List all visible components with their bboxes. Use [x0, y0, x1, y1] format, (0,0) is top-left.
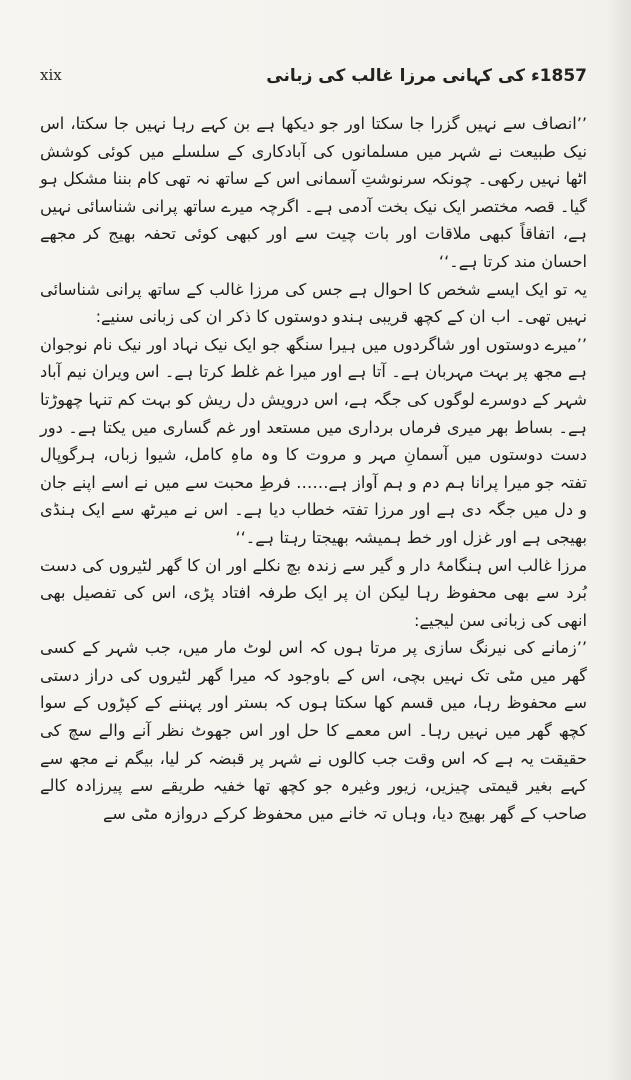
page-header	[40, 58, 587, 92]
body-text	[40, 110, 587, 827]
page-number: xix	[40, 66, 62, 84]
paragraph-5: ’’زمانے کی نیرنگ سازی پر مرتا ہوں کہ اس لوٹ مار میں، جب شہر کے کسی گھر میں مٹی تک نہیں بچی، اس کے باوجود کہ میرا گھر لٹیروں کی دراز دستی سے محفوظ رہا، میں قسم کھا سکتا ہوں کہ بستر اور پہننے کے کپڑوں کے سوا کچھ گھر میں نہیں رہا۔ اس معمے کا حل اور اس جھوٹ نظر آنے والے سچ کی حقیقت یہ ہے کہ اس وقت جب کالوں نے شہر پر قبضہ کر لیا، بیگم نے مجھ سے کہے بغیر قیمتی چیزیں، زیور وغیرہ جو کچھ تھا خفیہ طریقے سے پیرزادہ کالے صاحب کے گھر بھیج دیا، وہاں تہ خانے میں محفوظ کرکے دروازہ مٹی سے	[40, 638, 587, 823]
paragraph-1: ’’انصاف سے نہیں گزرا جا سکتا اور جو دیکھا ہے بن کہے رہا نہیں جا سکتا، اس نیک طبیعت نے شہر میں مسلمانوں کی آبادکاری کے سلسلے میں کوئی کوشش اٹھا نہیں رکھی۔ چونکہ سرنوشتِ آسمانی اس کے ساتھ نہ تھی کام بننا مشکل ہو گیا۔ قصہ مختصر ایک نیک بخت آدمی ہے۔ اگرچہ میرے ساتھ پرانی شناسائی نہیں ہے، اتفاقاً کبھی ملاقات اور بات چیت سے اور کبھی کوئی تحفہ بھیج کر مجھے احسان مند کرتا ہے۔‘‘	[40, 114, 587, 271]
paragraph-4: مرزا غالب اس ہنگامۂ دار و گیر سے زندہ بچ نکلے اور ان کا گھر لٹیروں کی دست بُرد سے بھی محفوظ رہا لیکن ان پر ایک طرفہ افتاد پڑی، اس کی تفصیل بھی انھی کی زبانی سن لیجیے:	[40, 555, 587, 630]
paragraph-2: یہ تو ایک ایسے شخص کا احوال ہے جس کی مرزا غالب کے ساتھ پرانی شناسائی نہیں تھی۔ اب ان کے کچھ قریبی ہندو دوستوں کا ذکر ان کی زبانی سنیے:	[40, 279, 587, 327]
paragraph-3: ’’میرے دوستوں اور شاگردوں میں ہیرا سنگھ جو ایک نیک نہاد اور نیک نام نوجوان ہے مجھ پر بہت مہربان ہے۔ آتا ہے اور میرا غم غلط کرتا ہے۔ اس ویران نیم آباد شہر کے دوسرے لوگوں کی جگہ ہے، اس درویش دل ریش کو بہت کم تنہا چھوڑتا ہے۔ بساط بھر میری فرماں برداری میں مستعد اور غم گساری میں یکتا ہے۔ دور دست دوستوں میں آسمانِ مہر و مروت کا وہ ماہِ کامل، شیوا زباں، ہرگوپال تفتہ جو میرا پرانا ہم دم و ہم آواز ہے…… فرطِ محبت سے میں نے اسے اپنے جان و دل میں جگہ دی ہے اور مرزا تفتہ خطاب دیا ہے۔ اس نے میرٹھ سے ایک ہنڈی بھیجی ہے اور غزل اور خط ہمیشہ بھیجتا رہتا ہے۔‘‘	[40, 334, 587, 547]
page-edge-shadow	[605, 0, 631, 1080]
running-title: 1857ء کی کہانی مرزا غالب کی زبانی	[266, 65, 587, 86]
